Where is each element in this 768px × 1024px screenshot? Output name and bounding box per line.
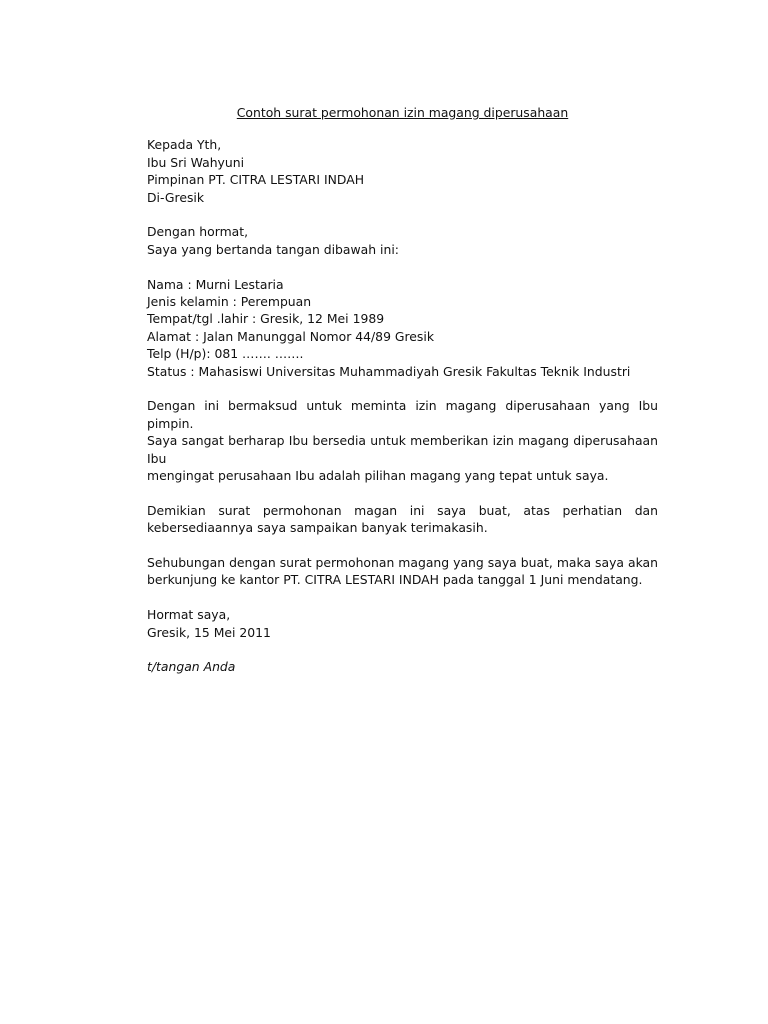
paragraph-line: Sehubungan dengan surat permohonan magang yang saya buat, maka saya akan	[147, 555, 658, 571]
intro-statement: Saya yang bertanda tangan dibawah ini:	[147, 241, 399, 257]
paragraph-line: Demikian surat permohonan magan ini saya buat, atas perhatian dan	[147, 502, 658, 518]
paragraph-visit	[147, 554, 658, 589]
paragraph-line: berkunjung ke kantor PT. CITRA LESTARI INDAH pada tanggal 1 Juni mendatang.	[147, 572, 643, 588]
paragraph-request	[147, 397, 658, 484]
applicant-gender: Jenis kelamin : Perempuan	[147, 294, 312, 310]
closing-block	[147, 606, 658, 641]
recipient-salutation: Kepada Yth,	[147, 137, 222, 153]
applicant-details	[147, 276, 658, 380]
recipient-block	[147, 136, 658, 206]
closing-regards: Hormat saya,	[147, 607, 231, 623]
letter-body	[147, 104, 658, 676]
paragraph-line: kebersediaannya saya sampaikan banyak terimakasih.	[147, 520, 488, 536]
closing-place-date: Gresik, 15 Mei 2011	[147, 624, 271, 640]
applicant-address: Alamat : Jalan Manunggal Nomor 44/89 Gresik	[147, 328, 435, 344]
applicant-phone: Telp (H/p): 081 ……. …….	[147, 346, 304, 362]
opening-block	[147, 223, 658, 258]
recipient-location: Di-Gresik	[147, 189, 205, 205]
applicant-birth: Tempat/tgl .lahir : Gresik, 12 Mei 1989	[147, 311, 385, 327]
recipient-position: Pimpinan PT. CITRA LESTARI INDAH	[147, 172, 365, 188]
letter-title: Contoh surat permohonan izin magang diperusahaan	[236, 105, 569, 120]
greeting: Dengan hormat,	[147, 224, 249, 240]
recipient-name: Ibu Sri Wahyuni	[147, 154, 245, 170]
applicant-status: Status : Mahasiswi Universitas Muhammadiyah Gresik Fakultas Teknik Industri	[147, 363, 631, 379]
paragraph-thanks	[147, 502, 658, 537]
paragraph-line: mengingat perusahaan Ibu adalah pilihan magang yang tepat untuk saya.	[147, 468, 609, 484]
signature-placeholder: t/tangan Anda	[147, 659, 236, 675]
paragraph-line: Saya sangat berharap Ibu bersedia untuk memberikan izin magang diperusahaan Ibu	[147, 433, 658, 466]
paragraph-line: Dengan ini bermaksud untuk meminta izin magang diperusahaan yang Ibu pimpin.	[147, 398, 658, 431]
applicant-name: Nama : Murni Lestaria	[147, 276, 284, 292]
